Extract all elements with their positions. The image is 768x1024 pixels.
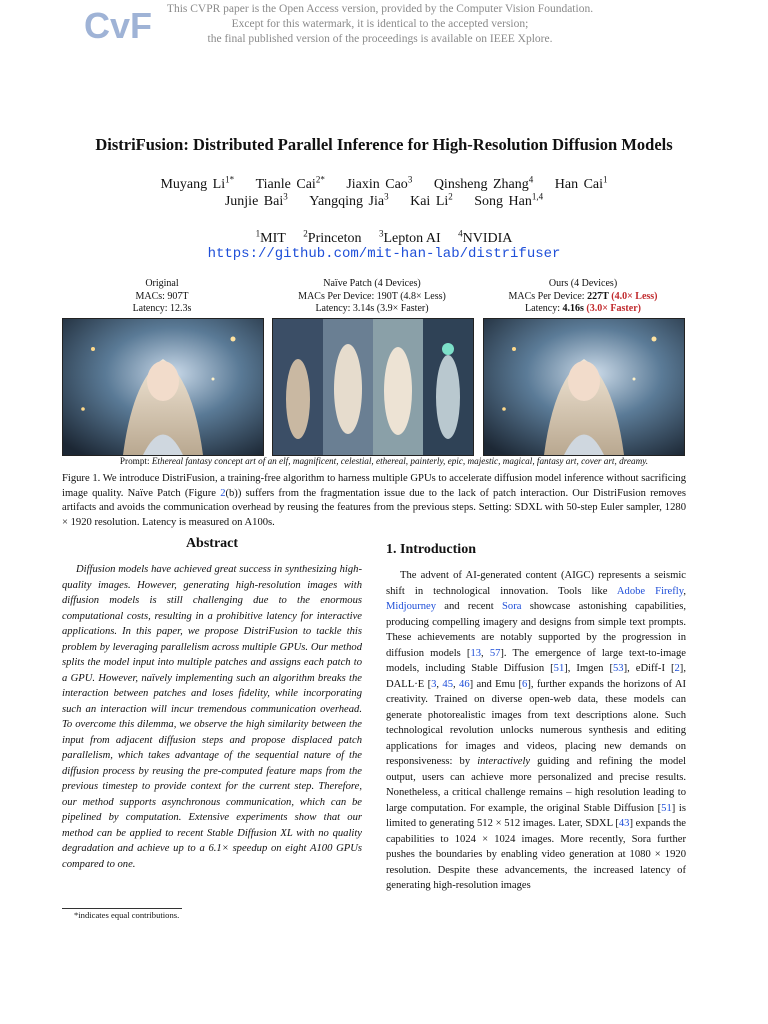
citation[interactable]: 13 — [470, 647, 482, 659]
abstract-text: Diffusion models have achieved great success in synthesizing high-quality images. However, generating high-resolution images with diffusion models is still challenging due to the enormous computational costs, resulting in a prohibitive latency for interactive applications. In this paper, we propose DistriFusion to tackle this problem by leveraging parallelism across multiple GPUs. Our method splits the model input into multiple patches and assigns each patch to a GPU. However, naïvely implementing such an algorithm breaks the interaction between patches and loses fidelity, while incorporating such an interaction will incur tremendous communication overhead. To overcome this dilemma, we observe the high similarity between the input from adjacent diffusion steps and propose displaced patch parallelism, which takes advantage of the sequential nature of the diffusion process by reusing the pre-computed feature maps from the previous timestep to provide context for the current step. Therefore, our method supports asynchronous communication, which can be pipelined by computation. Extensive experiments show that our method can be applied to recent Stable Diffusion XL with no quality degradation and achieve up to a 6.1× speedup on eight A100 GPUs compared to one. — [62, 564, 362, 870]
citation[interactable]: 6 — [522, 678, 528, 690]
cvpr-watermark — [160, 2, 600, 47]
citation[interactable]: 51 — [661, 802, 672, 814]
citation[interactable]: 46 — [459, 678, 470, 690]
citation[interactable]: 45 — [442, 678, 454, 690]
elf-illustration — [63, 319, 263, 455]
affiliations — [0, 228, 768, 247]
author: Kai Li$^2$ — [410, 191, 453, 209]
author: Tianle Cai$^{2*}$ — [255, 174, 325, 192]
elf-illustration — [484, 319, 684, 455]
figure-col-ours-header: Ours (4 Devices) MACs Per Device: 227T (4.0× Less) Latency: 4.16s (3.0× Faster) — [508, 278, 658, 314]
abstract-heading: Abstract — [185, 536, 239, 551]
author: Yangqing Jia$^3$ — [309, 191, 389, 209]
author: Song Han$^{1,4}$ — [474, 191, 544, 209]
fragmented-elf-illustration — [273, 319, 473, 455]
figure-image-naive-patch — [272, 318, 474, 456]
repo-link[interactable]: https://github.com/mit-han-lab/distrifuser — [207, 246, 561, 262]
author: Muyang $Li^{1*}$ — [160, 174, 235, 192]
citation[interactable]: 51 — [553, 663, 565, 674]
footnote-divider — [62, 908, 182, 909]
link-midjourney[interactable]: Midjourney — [386, 601, 437, 612]
watermark-line: the final published version of the proceedings is available on IEEE Xplore. — [207, 33, 553, 45]
author: Jiaxin Cao$^3$ — [346, 174, 413, 192]
author: Han Cai$^1$ — [554, 174, 608, 192]
watermark-line: Except for this watermark, it is identical to the accepted version; — [231, 18, 529, 30]
introduction-heading: 1. Introduction — [386, 542, 476, 557]
affiliation: $^2$Princeton — [303, 228, 362, 246]
link-adobe-firefly[interactable]: Adobe Firefly — [616, 585, 684, 597]
citation[interactable]: 3 — [431, 678, 437, 690]
figure-caption: Figure 1. We introduce DistriFusion, a training-free algorithm to harness multiple GPUs to accelerate diffusion model inference without sacrificing image quality. Naïve Patch (Figure 2(b)) suffers from the fragmentation issue due to the lack of patch interaction. Our DistriFusion removes artifacts and avoids the communication overhead by reusing the features from the previous steps. Setting: SDXL with 50-step Euler sampler, 1280 × 1920 resolution. Latency is measured on A100s. — [62, 473, 687, 528]
author-list-line-1 — [0, 174, 768, 193]
citation[interactable]: 43 — [618, 818, 630, 829]
citation[interactable]: 57 — [489, 647, 501, 659]
affiliation: $^3$Lepton AI — [378, 228, 441, 246]
figure-col-naive-header: Naïve Patch (4 Devices) MACs Per Device: 190T (4.8× Less) Latency: 3.14s (3.9× Faster) — [298, 278, 446, 314]
author: Qinsheng Zhang$^4$ — [433, 174, 534, 192]
figure-image-original — [62, 318, 264, 456]
cvf-logo — [84, 4, 153, 46]
figure-ref-link[interactable]: 2 — [220, 487, 226, 499]
footnote: *indicates equal contributions. — [74, 910, 180, 920]
citation[interactable]: 2 — [674, 663, 680, 674]
author-list-line-2 — [0, 191, 768, 210]
svg-text:CvF: CvF — [84, 5, 153, 46]
paper-title: DistriFusion: Distributed Parallel Inference for High-Resolution Diffusion Models — [95, 135, 673, 154]
link-sora[interactable]: Sora — [502, 601, 522, 612]
watermark-line: This CVPR paper is the Open Access version, provided by the Computer Vision Foundation. — [166, 3, 594, 15]
introduction-text: The advent of AI-generated content (AIGC) represents a seismic shift in technological innovation. Tools like Adobe Firefly, Midjourney and recent Sora showcase astonishing capabilities, producing compelling imagery and designs from simple text prompts. These achievements are notably supported by the progression in diffusion models [13, 57]. The emergence of large text-to-image models, including Stable Diffusion [51], Imgen [53], eDiff-I [2], DALL·E [3, 45, 46] and Emu [6], further expands the horizons of AI creativity. Trained on diverse open-web data, these models can generate photorealistic images from text descriptions alone. Such technological revolution unlocks numerous synthesis and editing applications for images and videos, placing new demands on responsiveness: by interactively guiding and refining the model output, users can achieve more personalized and precise results. Nonetheless, a critical challenge remains – high resolution leading to large computation. For example, the original Stable Diffusion [51] is limited to generating 512 × 512 images. Later, SDXL [43] expands the capabilities to 1024 × 1024 images. More recently, Sora further pushes the boundaries by enabling video generation at 1080 × 1920 resolution. Despite these advancements, the increased latency of generating high-resolution images — [386, 570, 687, 891]
affiliation: $^1$MIT — [255, 228, 286, 246]
author: Junjie Bai$^3$ — [224, 191, 288, 209]
figure-col-original-header: Original MACs: 907T Latency: 12.3s — [132, 278, 192, 314]
figure-prompt: Prompt: Ethereal fantasy concept art of an elf, magnificent, celestial, ethereal, painterly, epic, majestic, magical, fantasy art, cover art, dreamy. — [119, 456, 649, 466]
figure-image-ours — [483, 318, 685, 456]
citation[interactable]: 53 — [613, 663, 624, 674]
affiliation: $^4$NVIDIA — [458, 228, 513, 246]
